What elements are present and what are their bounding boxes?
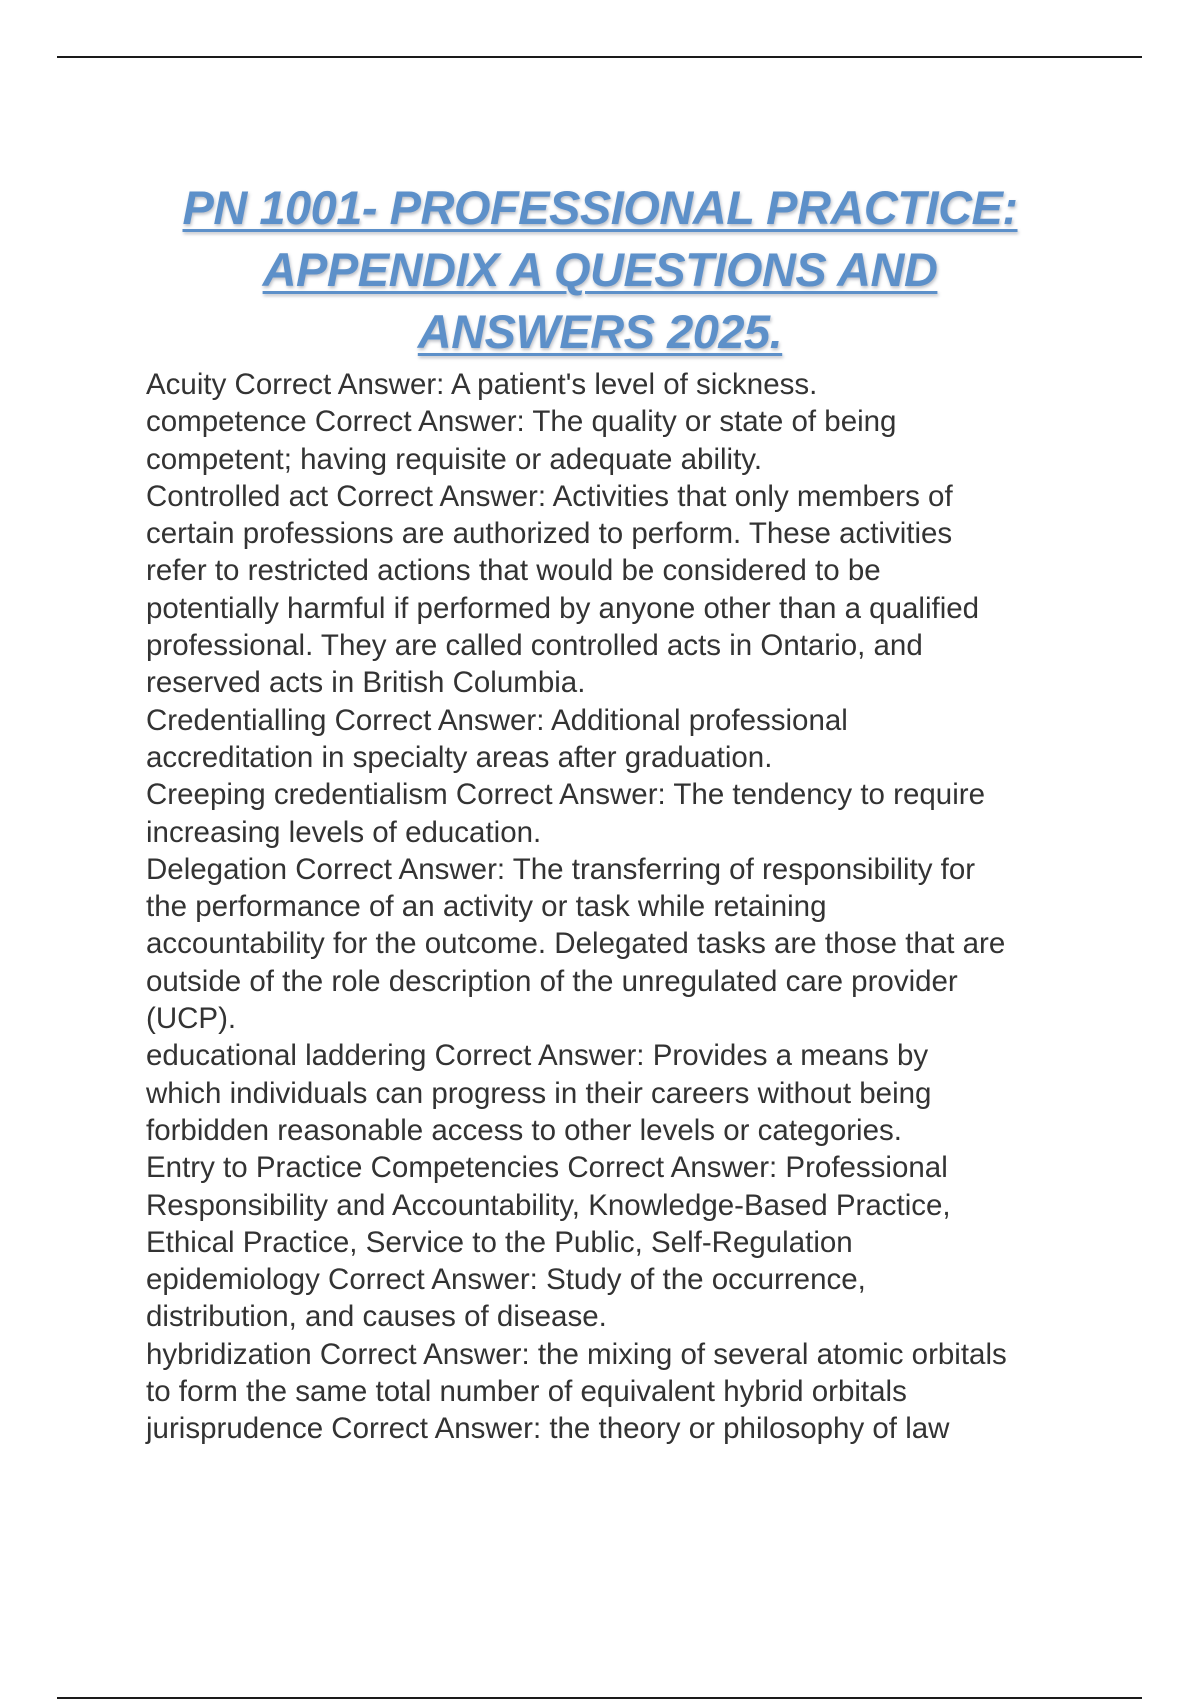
glossary-body <box>146 366 1106 1448</box>
title-line-1: PN 1001- PROFESSIONAL PRACTICE: <box>182 181 1018 235</box>
document-title <box>100 177 1100 363</box>
text-line: (UCP). <box>146 1002 237 1036</box>
text-line: to form the same total number of equivalent hybrid orbitals <box>146 1375 907 1409</box>
text-line: Acuity Correct Answer: A patient's level of sickness. <box>146 368 818 401</box>
title-line-2: APPENDIX A QUESTIONS AND <box>262 243 938 297</box>
text-line: competent; having requisite or adequate ability. <box>146 442 763 476</box>
text-line: competence Correct Answer: The quality or state of being <box>146 405 897 439</box>
text-line: jurisprudence Correct Answer: the theory or philosophy of law <box>146 1412 950 1446</box>
text-line: Creeping credentialism Correct Answer: The tendency to require <box>146 778 985 812</box>
text-line: Controlled act Correct Answer: Activities that only members of <box>146 479 953 513</box>
text-line: refer to restricted actions that would be considered to be <box>146 554 881 588</box>
text-line: distribution, and causes of disease. <box>146 1300 607 1334</box>
text-line: potentially harmful if performed by anyone other than a qualified <box>146 591 980 625</box>
text-line: Responsibility and Accountability, Knowledge-Based Practice, <box>146 1188 951 1222</box>
text-line: hybridization Correct Answer: the mixing of several atomic orbitals <box>146 1337 1007 1371</box>
text-line: increasing levels of education. <box>146 815 542 849</box>
text-line: accountability for the outcome. Delegated tasks are those that are <box>146 927 1006 961</box>
text-line: the performance of an activity or task while retaining <box>146 890 827 924</box>
title-line-3: ANSWERS 2025. <box>417 305 783 359</box>
text-line: educational laddering Correct Answer: Provides a means by <box>146 1039 929 1073</box>
text-line: certain professions are authorized to perform. These activities <box>146 517 953 551</box>
text-line: epidemiology Correct Answer: Study of the occurrence, <box>146 1263 866 1297</box>
text-line: Entry to Practice Competencies Correct Answer: Professional <box>146 1151 948 1185</box>
bottom-rule-divider <box>57 1697 1142 1699</box>
text-line: Ethical Practice, Service to the Public, Self-Regulation <box>146 1225 853 1259</box>
text-line: reserved acts in British Columbia. <box>146 666 586 700</box>
text-line: which individuals can progress in their careers without being <box>146 1076 932 1110</box>
text-line: Delegation Correct Answer: The transferring of responsibility for <box>146 852 976 886</box>
text-line: accreditation in specialty areas after graduation. <box>146 740 773 774</box>
text-line: professional. They are called controlled acts in Ontario, and <box>146 629 923 663</box>
top-rule-divider <box>57 56 1142 58</box>
text-line: forbidden reasonable access to other levels or categories. <box>146 1113 902 1147</box>
text-line: outside of the role description of the unregulated care provider <box>146 964 958 998</box>
text-line: Credentialling Correct Answer: Additional professional <box>146 703 848 737</box>
